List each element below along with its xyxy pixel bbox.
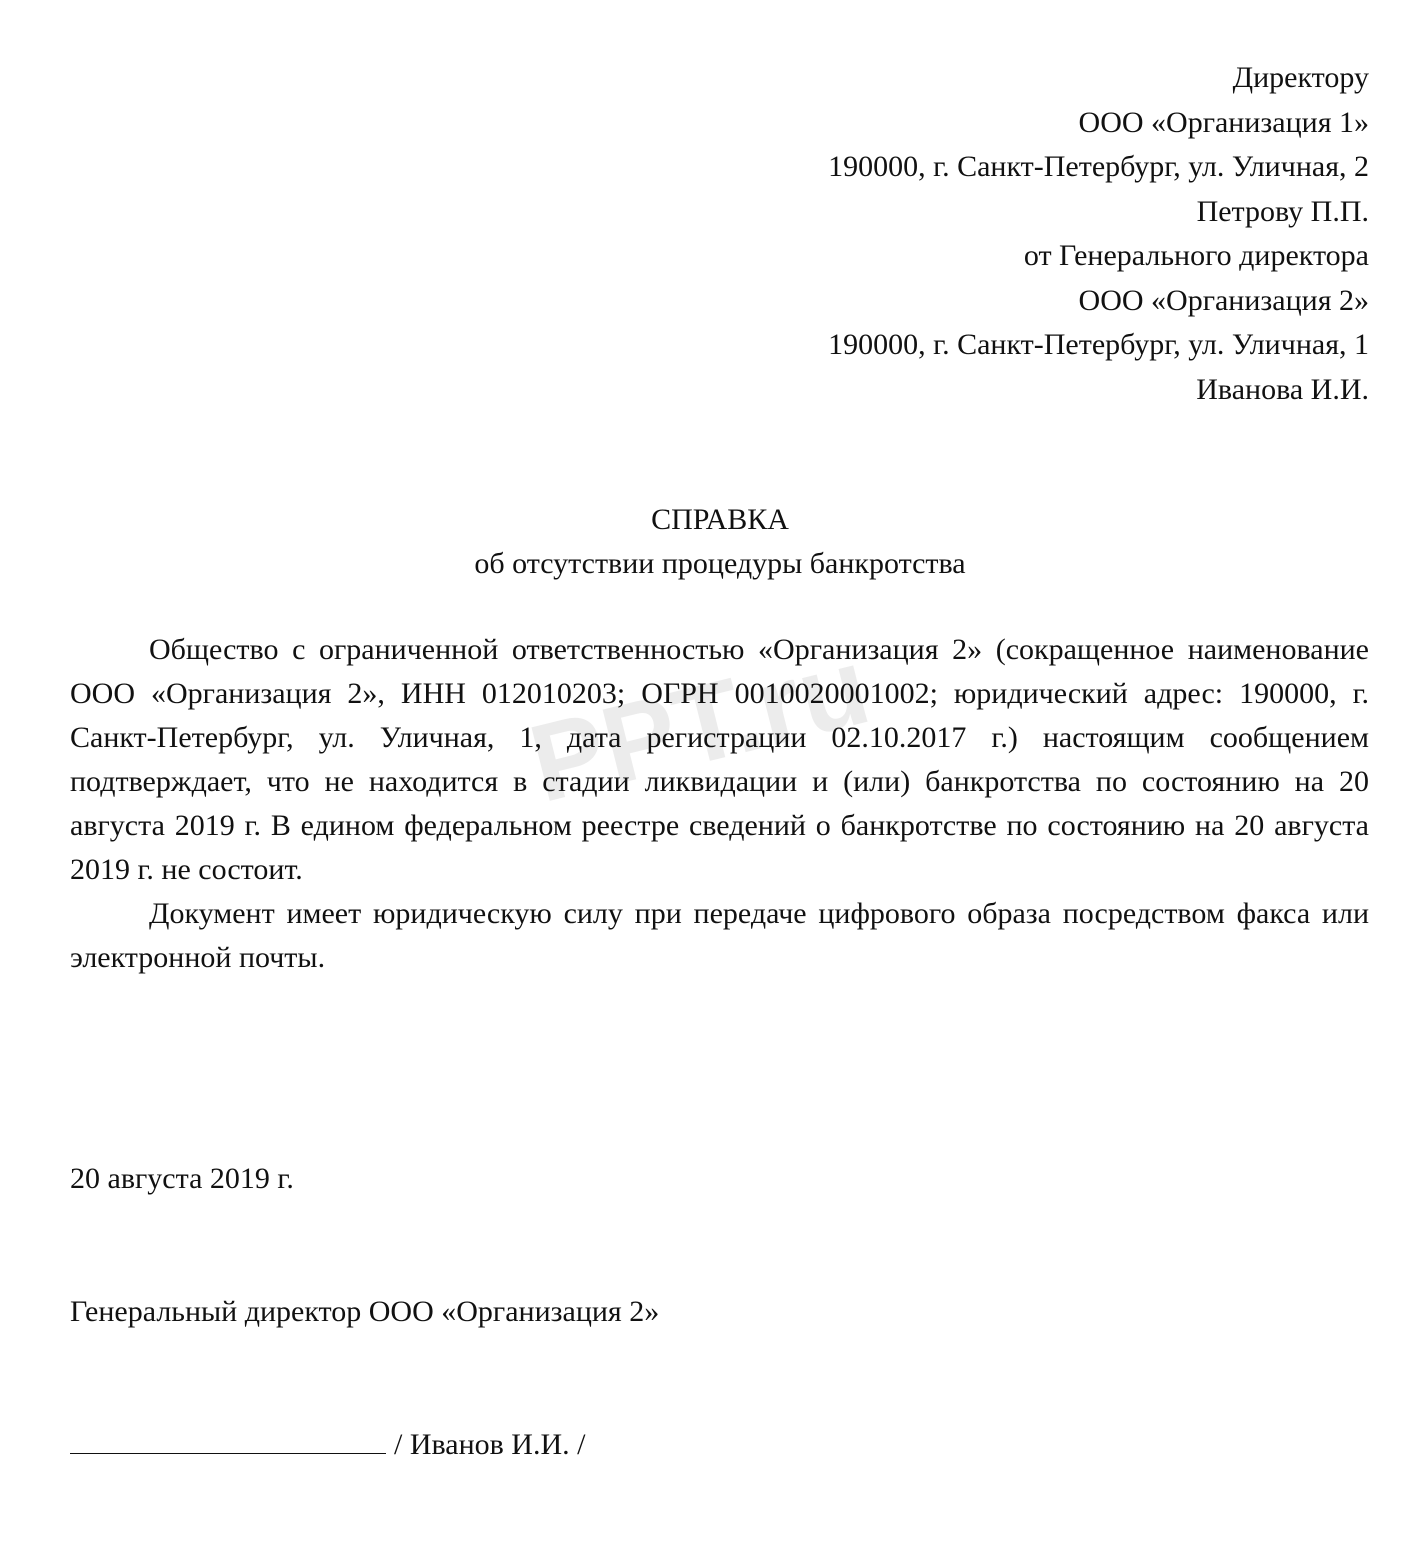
body-paragraph: Документ имеет юридическую силу при передаче цифрового образа посредством факса или электронной почты. — [70, 897, 1369, 974]
signature-line — [70, 1423, 585, 1467]
sender-line: ООО «Организация 2» — [1078, 283, 1369, 317]
watermark-text: PPT.ru — [518, 623, 881, 826]
sender-line: Иванова И.И. — [1196, 372, 1369, 406]
sender-line: от Генерального директора — [1023, 239, 1369, 272]
document-title-block — [70, 498, 1370, 586]
document-subtitle: об отсутствии процедуры банкротства — [474, 547, 966, 580]
signer-title: Генеральный директор ООО «Организация 2» — [70, 1295, 660, 1328]
document-title: СПРАВКА — [651, 503, 789, 536]
document-body — [70, 628, 1369, 980]
recipient-line: Петрову П.П. — [1196, 194, 1369, 228]
signer-name: / Иванов И.И. / — [394, 1428, 586, 1461]
recipient-line: Директору — [1232, 61, 1369, 94]
document-date: 20 августа 2019 г. — [70, 1162, 294, 1195]
body-paragraph: Общество с ограниченной ответственностью «Организация 2» (сокращенное наименование ООО «Организация 2», ИНН 012010203; ОГРН 0010020001002; юридический адрес: 190000, г. Санкт-Петербург, ул. Уличная, 1, дата регистрации 02.10.2017 г.) настоящим сообщением подтверждает, что не находится в стадии ликвидации и (или) банкротства по состоянию на 20 августа 2019 г. В едином федеральном реестре сведений о банкротстве по состоянию на 20 августа 2019 г. не состоит. — [70, 633, 1369, 886]
sender-line: 190000, г. Санкт-Петербург, ул. Уличная, 1 — [828, 328, 1369, 361]
signature-blank — [70, 1423, 386, 1454]
recipient-block — [828, 56, 1369, 412]
recipient-line: ООО «Организация 1» — [1078, 105, 1369, 139]
recipient-line: 190000, г. Санкт-Петербург, ул. Уличная, 2 — [828, 150, 1369, 183]
